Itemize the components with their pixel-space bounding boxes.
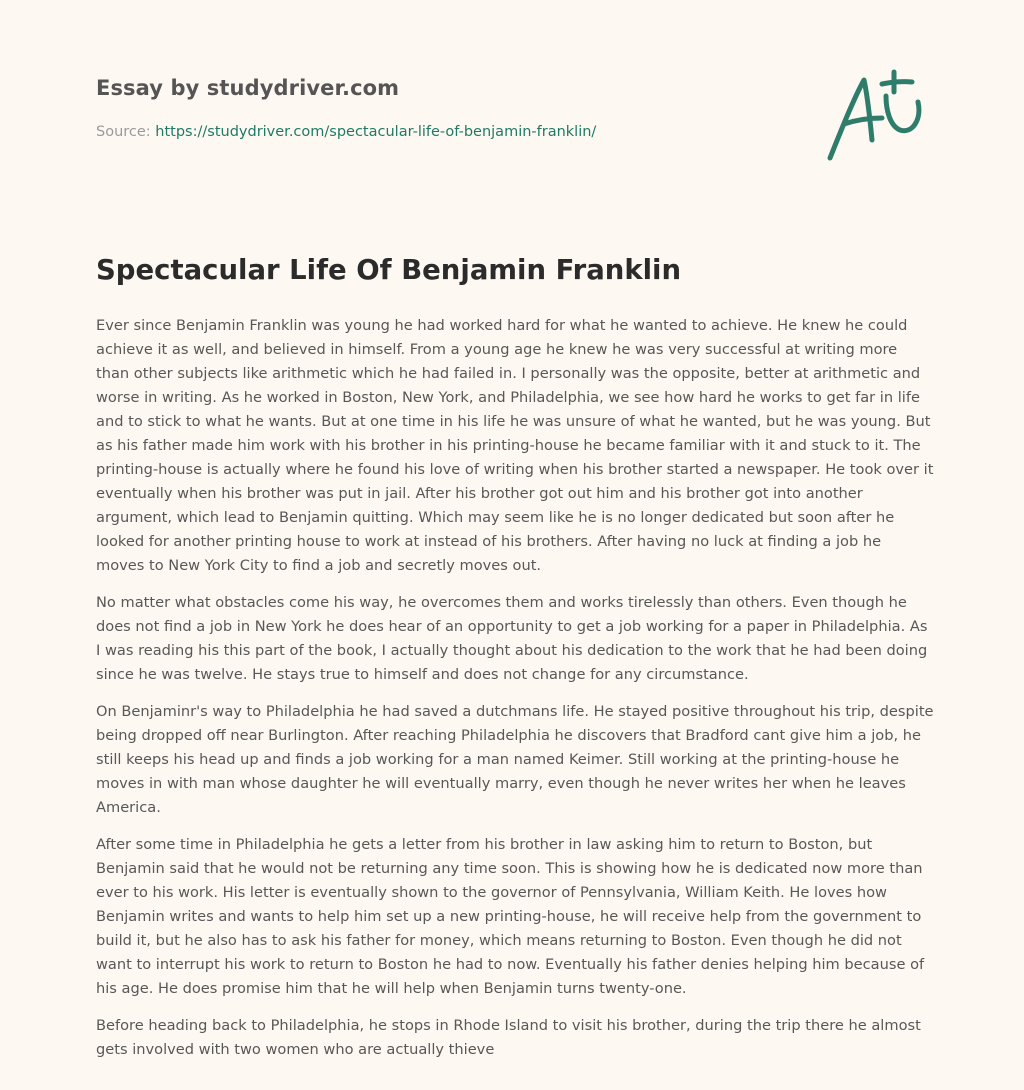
paragraph-4: After some time in Philadelphia he gets a letter from his brother in law asking him to return to Boston, but Benjamin said that he would not be returning any time soon. This is showing how he is dedicated now more than ever to his work. His letter is eventually shown to the governor of Pennsylvania, William Keith. He loves how Benjamin writes and wants to help him set up a new printing-house, he will receive help from the government to build it, but he also has to ask his father for money, which means returning to Boston. Even though he did not want to interrupt his work to return to Boston he had to now. Eventually his father denies helping him because of his age. He does promise him that he will help when Benjamin turns twenty-one. bbox=[96, 836, 925, 997]
essay-title: Spectacular Life Of Benjamin Franklin bbox=[96, 254, 682, 286]
paragraph-3: On Benjaminr's way to Philadelphia he had saved a dutchmans life. He stayed positive throughout his trip, despite being dropped off near Burlington. After reaching Philadelphia he discovers that Bradford cant give him a job, he still keeps his head up and finds a job working for a man named Keimer. Still working at the printing-house he moves in with man whose daughter he will eventually marry, even though he never writes her when he leaves America. bbox=[96, 703, 934, 816]
essay-body bbox=[96, 314, 934, 1075]
source-label: Source: bbox=[96, 124, 151, 140]
paragraph-2: No matter what obstacles come his way, he overcomes them and works tirelessly than others. Even though he does not find a job in New York he does hear of an opportunity to get a job working for a paper in Philadelphia. As I was reading his this part of the book, I actually thought about his dedication to the work that he had been doing since he was twelve. He stays true to himself and does not change for any circumstance. bbox=[96, 594, 928, 683]
source-link[interactable]: https://studydriver.com/spectacular-life-of-benjamin-franklin/ bbox=[155, 124, 597, 140]
paragraph-1: Ever since Benjamin Franklin was young he had worked hard for what he wanted to achieve. He knew he could achieve it as well, and believed in himself. From a young age he knew he was very successful at writing more than other subjects like arithmetic which he had failed in. I personally was the opposite, better at arithmetic and worse in writing. As he worked in Boston, New York, and Philadelphia, we see how hard he works to get far in life and to stick to what he wants. But at one time in his life he was unsure of what he wanted, but he was young. But as his father made him work with his brother in his printing-house he became familiar with it and stuck to it. The printing-house is actually where he found his love of writing when his brother started a newspaper. He took over it eventually when his brother was put in jail. After his brother got out him and his brother got into another argument, which lead to Benjamin quitting. Which may seem like he is no longer dedicated but soon after he looked for another printing house to work at instead of his brothers. After having no luck at finding a job he moves to New York City to find a job and secretly moves out. bbox=[96, 317, 934, 574]
a-plus-logo-icon bbox=[824, 68, 928, 164]
source-line bbox=[96, 124, 596, 140]
paragraph-5: Before heading back to Philadelphia, he stops in Rhode Island to visit his brother, during the trip there he almost gets involved with two women who are actually thieve bbox=[96, 1017, 921, 1058]
site-title: Essay by studydriver.com bbox=[96, 76, 400, 100]
